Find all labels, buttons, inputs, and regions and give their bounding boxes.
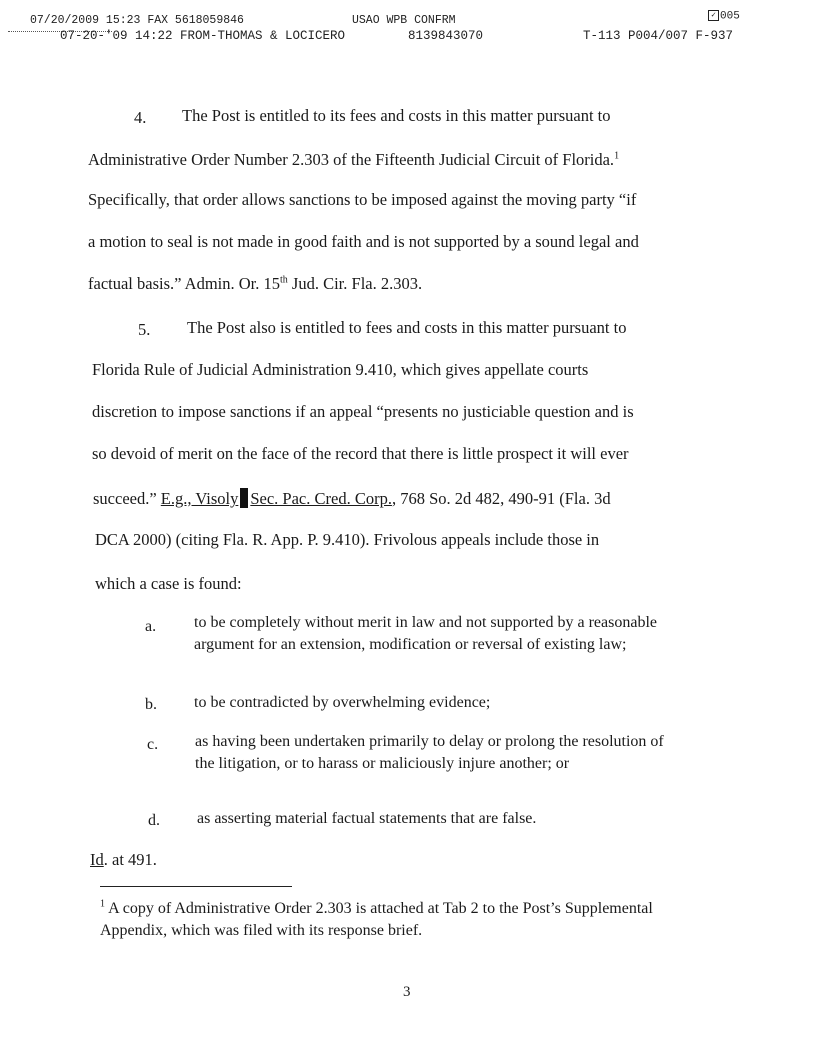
ordinal-suffix: th (280, 274, 288, 286)
paragraph-4-line-4: a motion to seal is not made in good faith and is not supported by a sound legal and (88, 232, 639, 251)
fax-phone: 8139843070 (408, 29, 484, 43)
footnote-ref-1: 1 (614, 150, 620, 162)
fax-recipient: USAO WPB CONFRM (352, 14, 456, 27)
paragraph-4-line-5b: Jud. Cir. Fla. 2.303. (287, 274, 423, 293)
footnote-text: A copy of Administrative Order 2.303 is attached at Tab 2 to the Post’s Supplemental Appendix, which was filed with its response brief. (100, 900, 653, 939)
list-item-c-text: as having been undertaken primarily to delay or prolong the resolution of the litigation, or to harass or maliciously injure another; or (195, 733, 664, 772)
id-pin: . at 491. (103, 850, 157, 869)
paragraph-4-line-2 (88, 150, 619, 170)
redaction-mark (240, 488, 248, 508)
paragraph-4-line-1: The Post is entitled to its fees and costs in this matter pursuant to (182, 106, 611, 125)
fax-page-ref: T-113 P004/007 F-937 (583, 29, 734, 43)
id-signal: Id (90, 850, 104, 869)
list-item-a-text: to be completely without merit in law and not supported by a reasonable argument for an extension, modification or reversal of existing law; (194, 614, 657, 653)
fax-from-line: 07-20-'09 14:22 FROM-THOMAS & LOCICERO (60, 29, 346, 43)
id-citation (90, 850, 157, 870)
paragraph-5-line-2: Florida Rule of Judicial Administration 9.410, which gives appellate courts (92, 360, 589, 379)
list-item-d-text: as asserting material factual statements that are false. (197, 810, 537, 827)
fax-header-line1 (30, 14, 244, 27)
list-item-c-letter: c. (147, 736, 159, 753)
fax-page-box-number: 005 (720, 10, 740, 23)
paragraph-4-line-3: Specifically, that order allows sanctions to be imposed against the moving party “if (88, 190, 637, 209)
paragraph-4-line-2-text: Administrative Order Number 2.303 of the Fifteenth Judicial Circuit of Florida. (88, 150, 615, 169)
footnote-1 (100, 898, 700, 942)
case-cite-eg: E.g., Visoly (160, 489, 239, 508)
checkbox-icon: ✓ (708, 10, 719, 21)
list-item-b-letter: b. (145, 696, 157, 713)
paragraph-5-line-5 (93, 488, 611, 509)
paragraph-5-line-6: DCA 2000) (citing Fla. R. App. P. 9.410). Frivolous appeals include those in (95, 530, 600, 549)
footnote-rule (100, 886, 292, 887)
fax-page-box (708, 10, 740, 22)
paragraph-4-line-5a: factual basis.” Admin. Or. 15 (88, 274, 281, 293)
page-number: 3 (403, 984, 411, 1000)
list-item-d-letter: d. (148, 812, 160, 829)
list-item-b-text: to be contradicted by overwhelming evidence; (194, 694, 491, 711)
paragraph-5-line-4: so devoid of merit on the face of the record that there is little prospect it will ever (92, 444, 629, 463)
fax-sender-line: 07/20/2009 15:23 FAX 5618059846 (30, 14, 244, 27)
list-item-a-letter: a. (145, 618, 157, 635)
case-cite-name: Sec. Pac. Cred. Corp. (250, 489, 392, 508)
paragraph-5-line-3: discretion to impose sanctions if an appeal “presents no justiciable question and is (92, 402, 634, 421)
footnote-mark: 1 (100, 898, 105, 910)
paragraph-4-number: 4. (134, 108, 147, 127)
paragraph-4-line-5 (88, 274, 422, 294)
paragraph-5-line-5a: succeed.” (93, 489, 161, 508)
paragraph-5-number: 5. (138, 320, 151, 339)
paragraph-5-line-1: The Post also is entitled to fees and costs in this matter pursuant to (187, 318, 627, 337)
paragraph-5-line-7: which a case is found: (95, 574, 242, 593)
fax-header-line2 (60, 29, 345, 43)
paragraph-5-line-5b: , 768 So. 2d 482, 490-91 (Fla. 3d (391, 489, 611, 508)
